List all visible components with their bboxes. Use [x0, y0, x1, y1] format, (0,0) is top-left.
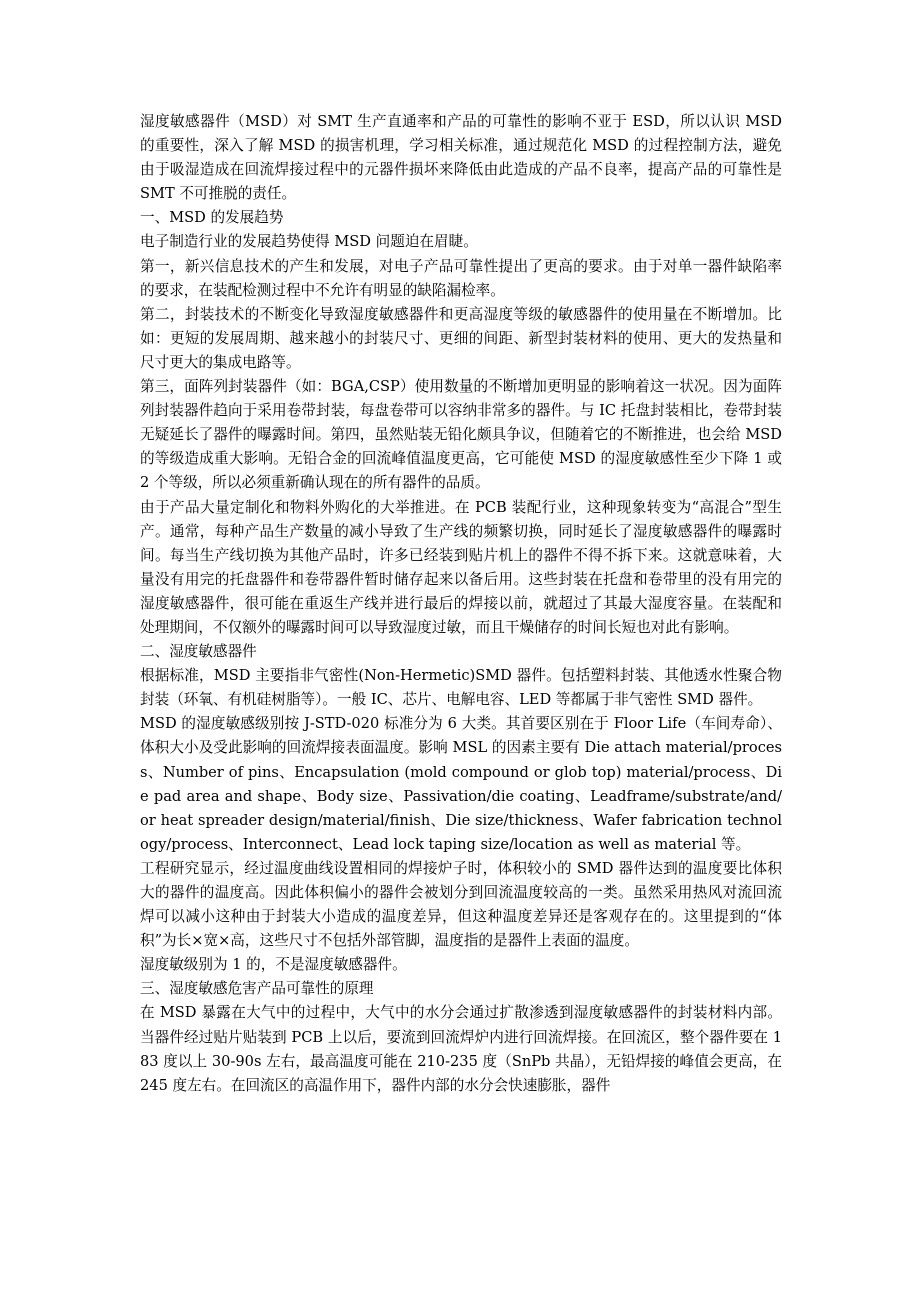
- section-1-paragraph-5: 由于产品大量定制化和物料外购化的大举推进。在 PCB 装配行业，这种现象转变为“高混合”型生产。通常，每种产品生产数量的减小导致了生产线的频繁切换，同时延长了湿度敏感器件的曝露时间。每当生产线切换为其他产品时，许多已经装到贴片机上的器件不得不拆下来。这就意味着，大量没有用完的托盘器件和卷带器件暂时储存起来以备后用。这些封装在托盘和卷带里的没有用完的湿度敏感器件，很可能在重返生产线并进行最后的焊接以前，就超过了其最大湿度容量。在装配和处理期间，不仅额外的曝露时间可以导致湿度过敏，而且干燥储存的时间长短也对此有影响。: [140, 498, 782, 636]
- section-2-heading: 二、湿度敏感器件: [140, 643, 257, 661]
- section-1-paragraph-1: 电子制造行业的发展趋势使得 MSD 问题迫在眉睫。: [140, 233, 478, 251]
- section-2-paragraph-4: 湿度敏级别为 1 的，不是湿度敏感器件。: [140, 956, 407, 974]
- section-3-paragraph-1: 在 MSD 暴露在大气中的过程中，大气中的水分会通过扩散渗透到湿度敏感器件的封装材料内部。当器件经过贴片贴装到 PCB 上以后，要流到回流焊炉内进行回流焊接。在回流区，整个器件要在 183 度以上 30-90s 左右，最高温度可能在 210-235 度（SnPb 共晶），无铅焊接的峰值会更高，在 245 度左右。在回流区的高温作用下，器件内部的水分会快速膨胀，器件: [140, 1004, 782, 1094]
- section-1-heading: 一、MSD 的发展趋势: [140, 209, 284, 227]
- section-3-heading: 三、湿度敏感危害产品可靠性的原理: [140, 980, 374, 998]
- section-1-paragraph-3: 第二，封装技术的不断变化导致湿度敏感器件和更高湿度等级的敏感器件的使用量在不断增加。比如：更短的发展周期、越来越小的封装尺寸、更细的间距、新型封装材料的使用、更大的发热量和尺寸更大的集成电路等。: [140, 305, 782, 371]
- section-1-paragraph-4: 第三，面阵列封装器件（如：BGA,CSP）使用数量的不断增加更明显的影响着这一状况。因为面阵列封装器件趋向于采用卷带封装，每盘卷带可以容纳非常多的器件。与 IC 托盘封装相比，卷带封装无疑延长了器件的曝露时间。第四，虽然贴装无铅化颇具争议，但随着它的不断推进，也会给 MSD 的等级造成重大影响。无铅合金的回流峰值温度更高，它可能使 MSD 的湿度敏感性至少下降 1 或 2 个等级，所以必须重新确认现在的所有器件的品质。: [140, 378, 782, 492]
- document-page: [140, 110, 782, 1098]
- intro-paragraph: 湿度敏感器件（MSD）对 SMT 生产直通率和产品的可靠性的影响不亚于 ESD，所以认识 MSD 的重要性，深入了解 MSD 的损害机理，学习相关标准，通过规范化 MSD 的过程控制方法，避免由于吸湿造成在回流焊接过程中的元器件损坏来降低由此造成的产品不良率，提高产品的可靠性是 SMT 不可推脱的责任。: [140, 113, 782, 203]
- section-2-paragraph-3: 工程研究显示，经过温度曲线设置相同的焊接炉子时，体积较小的 SMD 器件达到的温度要比体积大的器件的温度高。因此体积偏小的器件会被划分到回流温度较高的一类。虽然采用热风对流回流焊可以减小这种由于封装大小造成的温度差异，但这种温度差异还是客观存在的。这里提到的“体积”为长×宽×高，这些尺寸不包括外部管脚，温度指的是器件上表面的温度。: [140, 859, 782, 950]
- section-1-paragraph-2: 第一，新兴信息技术的产生和发展，对电子产品可靠性提出了更高的要求。由于对单一器件缺陷率的要求，在装配检测过程中不允许有明显的缺陷漏检率。: [140, 257, 782, 299]
- section-2-paragraph-2: MSD 的湿度敏感级别按 J-STD-020 标准分为 6 大类。其首要区别在于 Floor Life（车间寿命）、体积大小及受此影响的回流焊接表面温度。影响 MSL 的因素主要有 Die attach material/process、Number of pins、Encapsulation (mold compound or glob top) material/process、Die pad area and shape、Body size、Passivation/die coating、Leadframe/substrate/and/or heat spreader design/material/finish、Die size/thickness、Wafer fabrication technology/process、Interconnect、Lead lock taping size/location as well as material 等。: [140, 715, 782, 853]
- section-2-paragraph-1: 根据标准，MSD 主要指非气密性(Non-Hermetic)SMD 器件。包括塑料封装、其他透水性聚合物封装（环氧、有机硅树脂等）。一般 IC、芯片、电解电容、LED 等都属于非气密性 SMD 器件。: [140, 667, 782, 709]
